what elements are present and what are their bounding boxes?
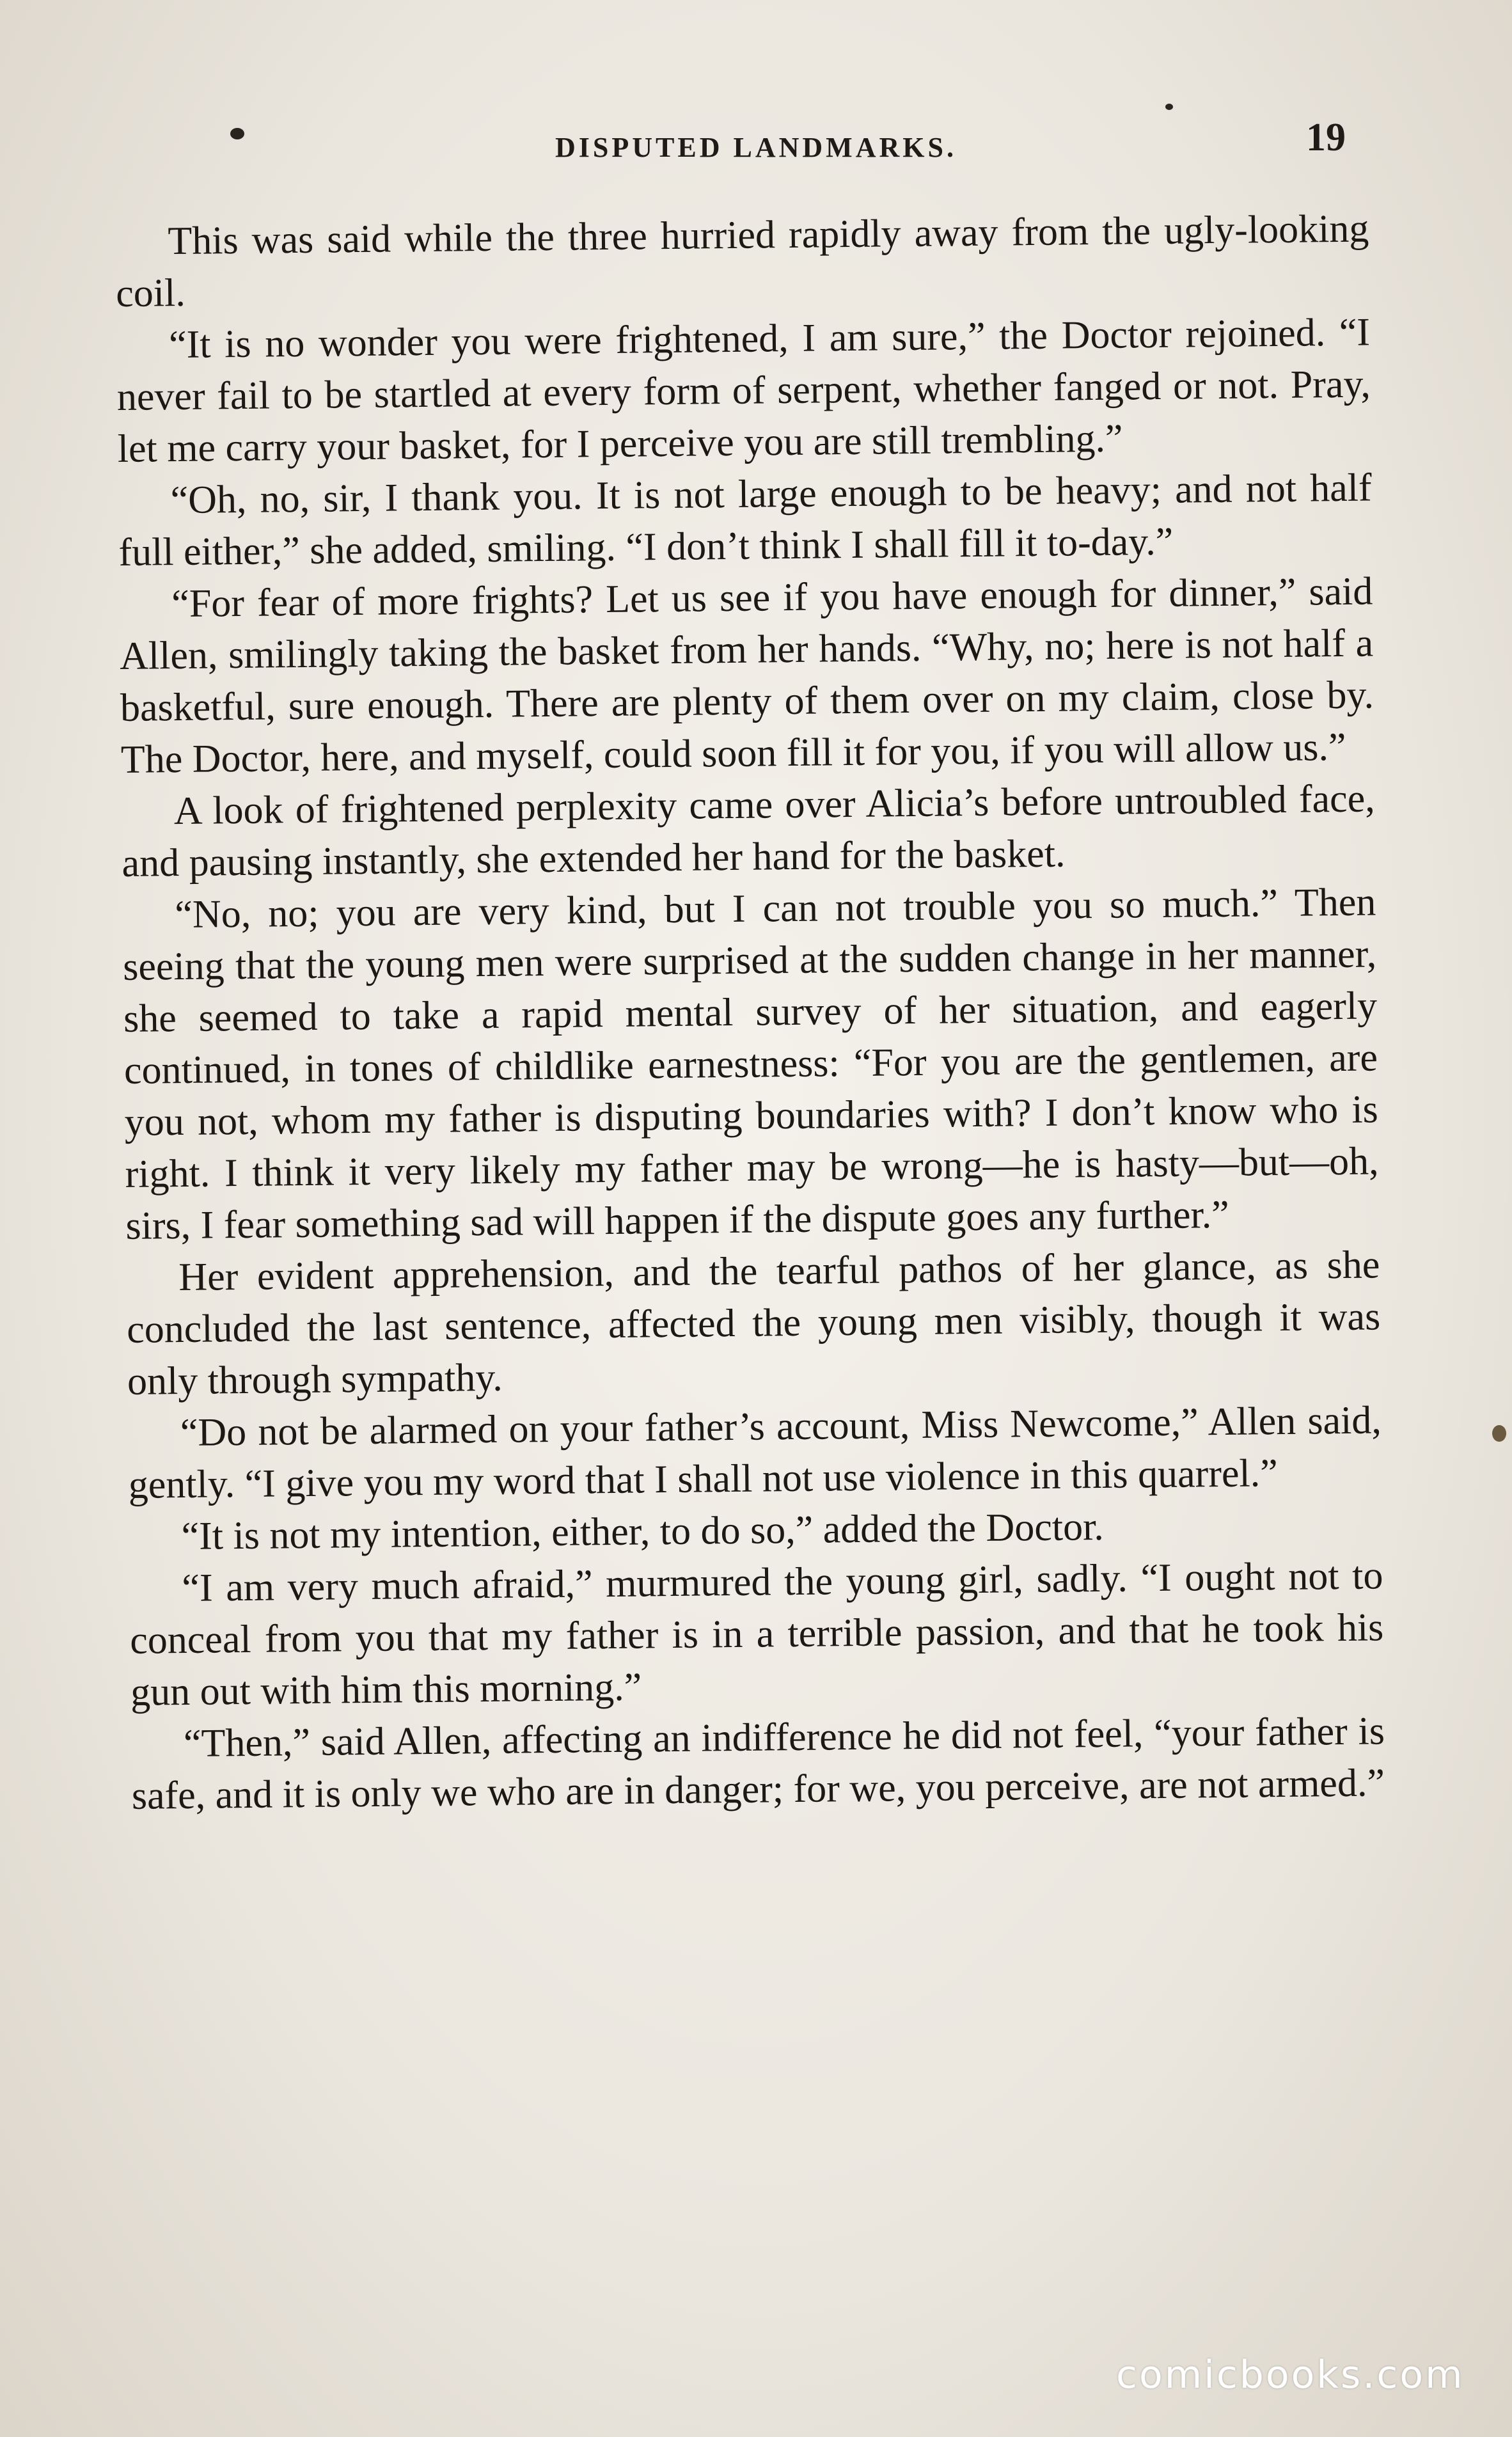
body-text <box>115 203 1385 1822</box>
paragraph: “No, no; you are very kind, but I can not trouble you so much.” Then seeing that the young men were surprised at the sudden change in her manner, she seemed to take a rapid mental survey of her situation, and eagerly continued, in tones of childlike earnestness: “For you are the gentlemen, are you not, whom my father is disputing boundaries with? I don’t know who is right. I think it very likely my father may be wrong—he is hasty—but—oh, sirs, I fear something sad will happen if the dispute goes any further.” <box>122 880 1379 1248</box>
running-head: DISPUTED LANDMARKS. <box>555 132 957 163</box>
paragraph: “It is no wonder you were frightened, I am sure,” the Doctor rejoined. “I never fail to be startled at every form of serpent, whether fanged or not. Pray, let me carry your basket, for I perceive you are still trembling.” <box>116 310 1371 471</box>
paragraph: “It is not my intention, either, to do so,” added the Doctor. <box>181 1504 1105 1559</box>
paragraph: “For fear of more frights? Let us see if you have enough for dinner,” said Allen, smilingly taking the basket from her hands. “Why, no; here is not half a basketful, sure enough. There are plenty of them over on my claim, close by. The Doctor, here, and myself, could soon fill it for you, if you will allow us.” <box>119 569 1374 782</box>
paragraph: This was said while the three hurried rapidly away from the ugly-looking coil. <box>115 207 1369 315</box>
paragraph: “Oh, no, sir, I thank you. It is not large enough to be heavy; and not half full either,” she added, smiling. “I don’t think I shall fill it to-day.” <box>118 466 1372 574</box>
page-number: 19 <box>1306 116 1346 159</box>
ink-speck <box>1492 1425 1506 1442</box>
paragraph: A look of frightened perplexity came over Alicia’s before untroubled face, and pausing instantly, she extended her hand for the basket. <box>122 777 1375 885</box>
paragraph: “Do not be alarmed on your father’s account, Miss Newcome,” Allen said, gently. “I give you my word that I shall not use violence in this quarrel.” <box>128 1398 1382 1507</box>
watermark: comicbooks.com <box>1116 2353 1465 2397</box>
paragraph: Her evident apprehension, and the tearful pathos of her glance, as she concluded the last sentence, affected the young men visibly, though it was only through sympathy. <box>126 1243 1381 1403</box>
paragraph: “I am very much afraid,” murmured the young girl, sadly. “I ought not to conceal from you that my father is in a terrible passion, and that he took his gun out with him this morning.” <box>129 1554 1384 1714</box>
ink-speck <box>1165 104 1173 110</box>
paragraph: “Then,” said Allen, affecting an indifference he did not feel, “your father is safe, and it is only we who are in danger; for we, you perceive, are not armed.” <box>131 1709 1385 1818</box>
